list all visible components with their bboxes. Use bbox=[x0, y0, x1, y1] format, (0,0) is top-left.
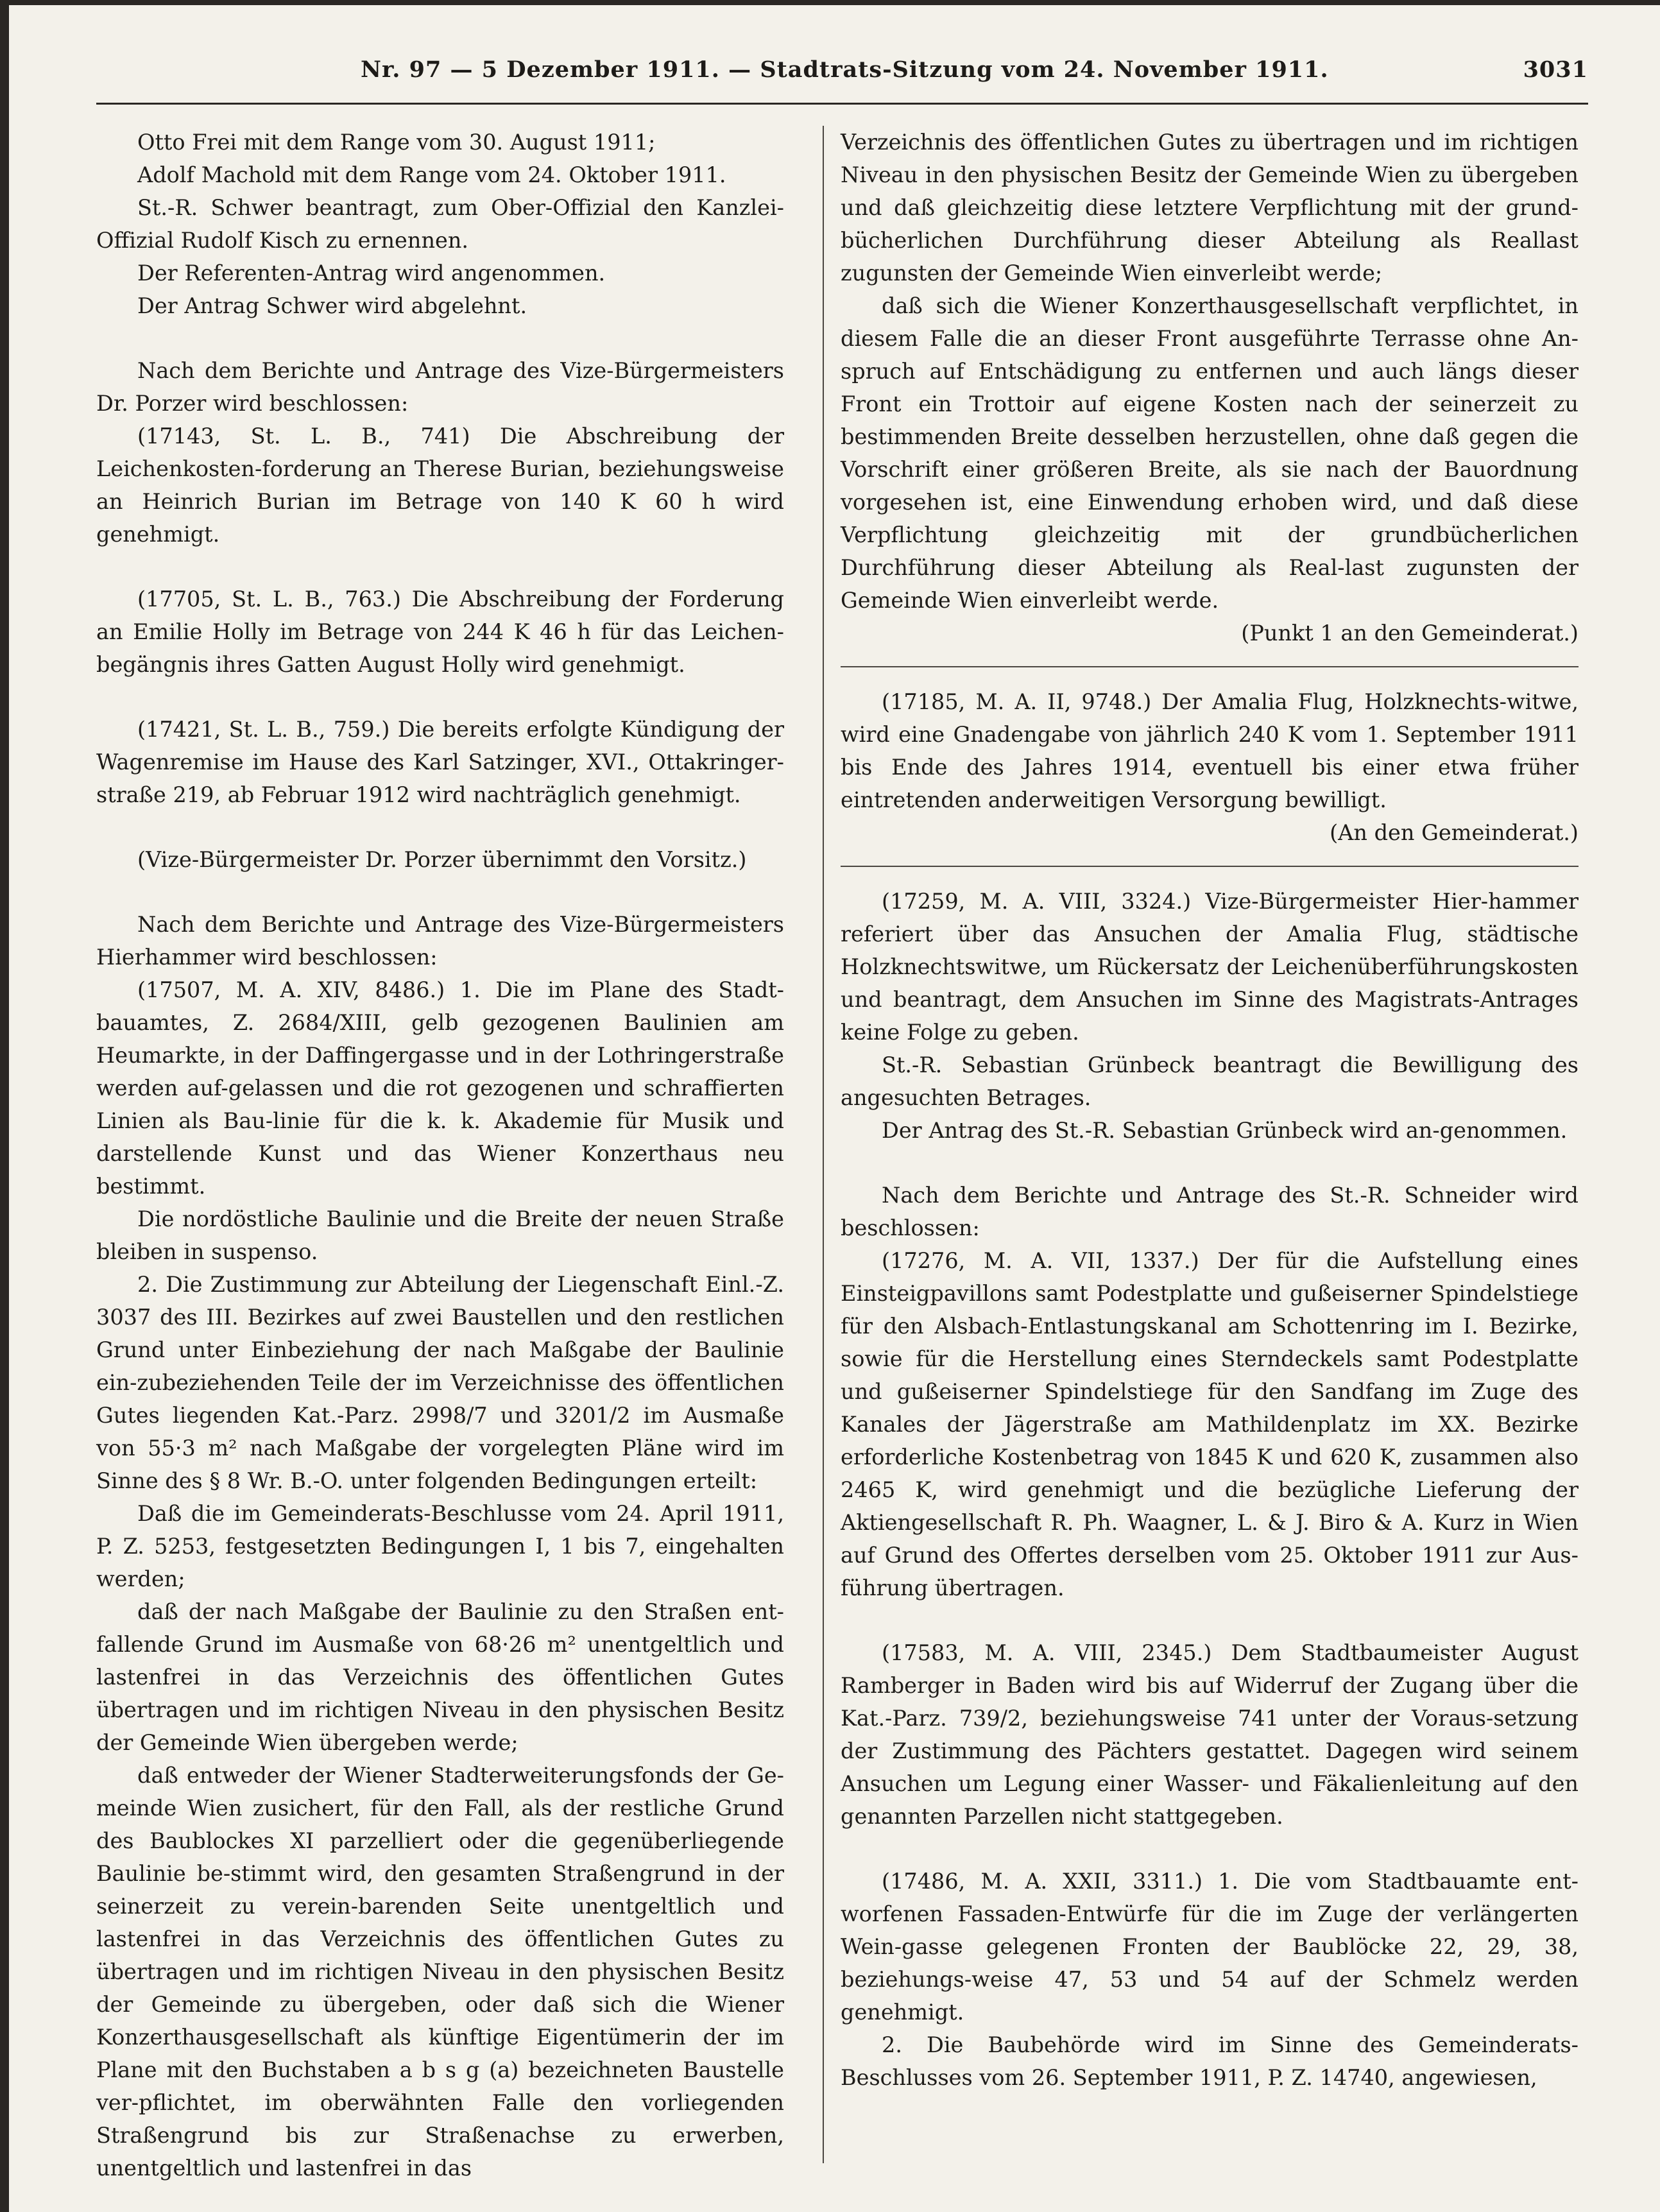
paragraph: (17276, M. A. VII, 1337.) Der für die Aufstellung eines Einsteigpavillons samt Podestplatte und gußeiserner Spindelstiege für den Alsbach-Entlastungskanal am Schottenring im I. Bezirke, sowie für die Herstellung eines Sterndeckels samt Podestplatte und gußeiserner Spindelstiege für den Sandfang im Zuge des Kanales der Jägerstraße am Mathildenplatz im XX. Bezirke erforderliche Kostenbetrag von 1845 K und 620 K, zusammen also 2465 K, wird genehmigt und die bezügliche Lieferung der Aktiengesellschaft R. Ph. Waagner, L. & J. Biro & A. Kurz in Wien auf Grund des Offertes derselben vom 25. Oktober 1911 zur Aus-führung übertragen. bbox=[841, 1248, 1579, 1600]
header-title: Nr. 97 — 5 Dezember 1911. — Stadtrats-Sitzung vom 24. November 1911. bbox=[361, 56, 1329, 83]
referral-note: (An den Gemeinderat.) bbox=[1330, 820, 1579, 845]
paragraph: (17486, M. A. XXII, 3311.) 1. Die vom Stadtbauamte ent-worfenen Fassaden-Entwürfe für die im Zuge der verlängerten Wein-gasse gelegenen Fronten der Baublöcke 22, 29, 38, beziehungs-weise 47, 53 und 54 auf der Schmelz werden genehmigt. bbox=[841, 1869, 1579, 2025]
paragraph: (17583, M. A. VIII, 2345.) Dem Stadtbaumeister August Ramberger in Baden wird bis auf Widerruf der Zugang über die Kat.-Parz. 739/2, beziehungsweise 741 unter der Voraus-setzung der Zustimmung des Pächters gestattet. Dagegen wird seinem Ansuchen um Legung einer Wasser- und Fäkalienleitung auf den genannten Parzellen nicht stattgegeben. bbox=[841, 1640, 1579, 1829]
paragraph: Der Antrag des St.-R. Sebastian Grünbeck wird an-genommen. bbox=[882, 1118, 1568, 1143]
referral-note: (Punkt 1 an den Gemeinderat.) bbox=[1241, 621, 1579, 646]
paragraph: St.-R. Schwer beantragt, zum Ober-Offizial den Kanzlei-Offizial Rudolf Kisch zu ernennen. bbox=[96, 195, 784, 253]
page-number: 3031 bbox=[1523, 56, 1588, 83]
header-rule bbox=[96, 103, 1588, 105]
paragraph: Verzeichnis des öffentlichen Gutes zu übertragen und im richtigen Niveau in den physischen Besitz der Gemeinde Wien zu übergeben und daß gleichzeitig diese letztere Verpflichtung mit der grund-bücherlichen Durchführung dieser Abteilung als Reallast zugunsten der Gemeinde Wien einverleibt werde; bbox=[841, 130, 1579, 286]
paragraph: St.-R. Sebastian Grünbeck beantragt die Bewilligung des angesuchten Betrages. bbox=[841, 1052, 1579, 1110]
paragraph: (17507, M. A. XIV, 8486.) 1. Die im Plane des Stadt-bauamtes, Z. 2684/XIII, gelb gezogenen Baulinien am Heumarkte, in der Daffingergasse und in der Lothringerstraße werden auf-gelassen und die rot gezogenen und schraffierten Linien als Bau-linie für die k. k. Akademie für Musik und darstellende Kunst und das Wiener Konzerthaus neu bestimmt. bbox=[96, 977, 784, 1199]
paragraph: daß sich die Wiener Konzerthausgesellschaft verpflichtet, in diesem Falle die an dieser Front ausgeführte Terrasse ohne An-spruch auf Entschädigung zu entfernen und auch längs dieser Front ein Trottoir auf eigene Kosten nach der seinerzeit zu bestimmenden Breite desselben herzustellen, ohne daß gegen die Vorschrift einer größeren Breite, als sie nach der Bauordnung vorgesehen ist, eine Einwendung erhoben wird, und daß diese Verpflichtung gleichzeitig mit der grundbücherlichen Durchführung dieser Abteilung als Real-last zugunsten der Gemeinde Wien einverleibt werde. bbox=[841, 293, 1579, 613]
paragraph: daß entweder der Wiener Stadterweiterungsfonds der Ge-meinde Wien zusichert, für den Fall, als der restliche Grund des Baublockes XI parzelliert oder die gegenüberliegende Baulinie be-stimmt wird, den gesamten Straßengrund in der seinerzeit zu verein-barenden Seite unentgeltlich und lastenfrei in das Verzeichnis des öffentlichen Gutes zu übertragen und im richtigen Niveau in den physischen Besitz der Gemeinde zu übergeben, oder daß sich die Wiener Konzerthausgesellschaft als künftige Eigentümerin der im Plane mit den Buchstaben a b s g (a) bezeichneten Baustelle ver-pflichtet, im oberwähnten Falle den vorliegenden Straßengrund bis zur Straßenachse zu erwerben, unentgeltlich und lastenfrei in das bbox=[96, 1763, 784, 2181]
paragraph: Daß die im Gemeinderats-Beschlusse vom 24. April 1911, P. Z. 5253, festgesetzten Bedingungen I, 1 bis 7, eingehalten werden; bbox=[96, 1501, 784, 1591]
paragraph: Otto Frei mit dem Range vom 30. August 1911; bbox=[137, 130, 656, 155]
section-intro: Nach dem Berichte und Antrage des Vize-Bürgermeisters Dr. Porzer wird beschlossen: bbox=[96, 358, 784, 416]
chair-note: (Vize-Bürgermeister Dr. Porzer übernimmt den Vorsitz.) bbox=[137, 847, 747, 872]
column-divider bbox=[823, 126, 824, 2163]
section-separator bbox=[841, 866, 1579, 867]
paragraph: (17705, St. L. B., 763.) Die Abschreibung der Forderung an Emilie Holly im Betrage von 244 K 46 h für das Leichen-begängnis ihres Gatten August Holly wird genehmigt. bbox=[96, 587, 784, 677]
paragraph: 2. Die Baubehörde wird im Sinne des Gemeinderats-Beschlusses vom 26. September 1911, P. Z. 14740, angewiesen, bbox=[841, 2032, 1579, 2090]
scan-border-left bbox=[0, 0, 9, 2212]
left-column bbox=[96, 126, 784, 2184]
scan-border-top bbox=[0, 0, 1660, 5]
paragraph: Der Antrag Schwer wird abgelehnt. bbox=[137, 293, 527, 318]
paragraph: 2. Die Zustimmung zur Abteilung der Liegenschaft Einl.-Z. 3037 des III. Bezirkes auf zwei Baustellen und den restlichen Grund unter Einbeziehung der nach Maßgabe der Baulinie ein-zubeziehenden Teile der im Verzeichnisse des öffentlichen Gutes liegenden Kat.-Parz. 2998/7 und 3201/2 im Ausmaße von 55·3 m² nach Maßgabe der vorgelegten Pläne wird im Sinne des § 8 Wr. B.-O. unter folgenden Bedingungen erteilt: bbox=[96, 1272, 784, 1493]
paragraph: (17421, St. L. B., 759.) Die bereits erfolgte Kündigung der Wagenremise im Hause des Karl Satzinger, XVI., Ottakringer-straße 219, ab Februar 1912 wird nachträglich genehmigt. bbox=[96, 717, 784, 807]
section-intro: Nach dem Berichte und Antrage des Vize-Bürgermeisters Hierhammer wird beschlossen: bbox=[96, 912, 784, 970]
paragraph: Der Referenten-Antrag wird angenommen. bbox=[137, 261, 606, 286]
paragraph: daß der nach Maßgabe der Baulinie zu den Straßen ent-fallende Grund im Ausmaße von 68·26 m² unentgeltlich und lastenfrei in das Verzeichnis des öffentlichen Gutes übertragen und im richtigen Niveau in den physischen Besitz der Gemeinde Wien übergeben werde; bbox=[96, 1599, 784, 1755]
right-column bbox=[841, 126, 1579, 2094]
page-header bbox=[96, 56, 1588, 96]
section-intro: Nach dem Berichte und Antrage des St.-R. Schneider wird beschlossen: bbox=[841, 1183, 1579, 1240]
paragraph: (17143, St. L. B., 741) Die Abschreibung der Leichenkosten-forderung an Therese Burian, beziehungsweise an Heinrich Burian im Betrage von 140 K 60 h wird genehmigt. bbox=[96, 424, 784, 547]
paragraph: Adolf Machold mit dem Range vom 24. Oktober 1911. bbox=[137, 162, 726, 187]
section-separator bbox=[841, 666, 1579, 667]
paragraph: (17185, M. A. II, 9748.) Der Amalia Flug, Holzknechts-witwe, wird eine Gnadengabe von jährlich 240 K vom 1. September 1911 bis Ende des Jahres 1914, eventuell bis einer etwa früher eintretenden anderweitigen Versorgung bewilligt. bbox=[841, 689, 1579, 812]
paragraph: (17259, M. A. VIII, 3324.) Vize-Bürgermeister Hier-hammer referiert über das Ansuchen der Amalia Flug, städtische Holzknechtswitwe, um Rückersatz der Leichenüberführungskosten und beantragt, dem Ansuchen im Sinne des Magistrats-Antrages keine Folge zu geben. bbox=[841, 889, 1579, 1045]
paragraph: Die nordöstliche Baulinie und die Breite der neuen Straße bleiben in suspenso. bbox=[96, 1206, 784, 1264]
